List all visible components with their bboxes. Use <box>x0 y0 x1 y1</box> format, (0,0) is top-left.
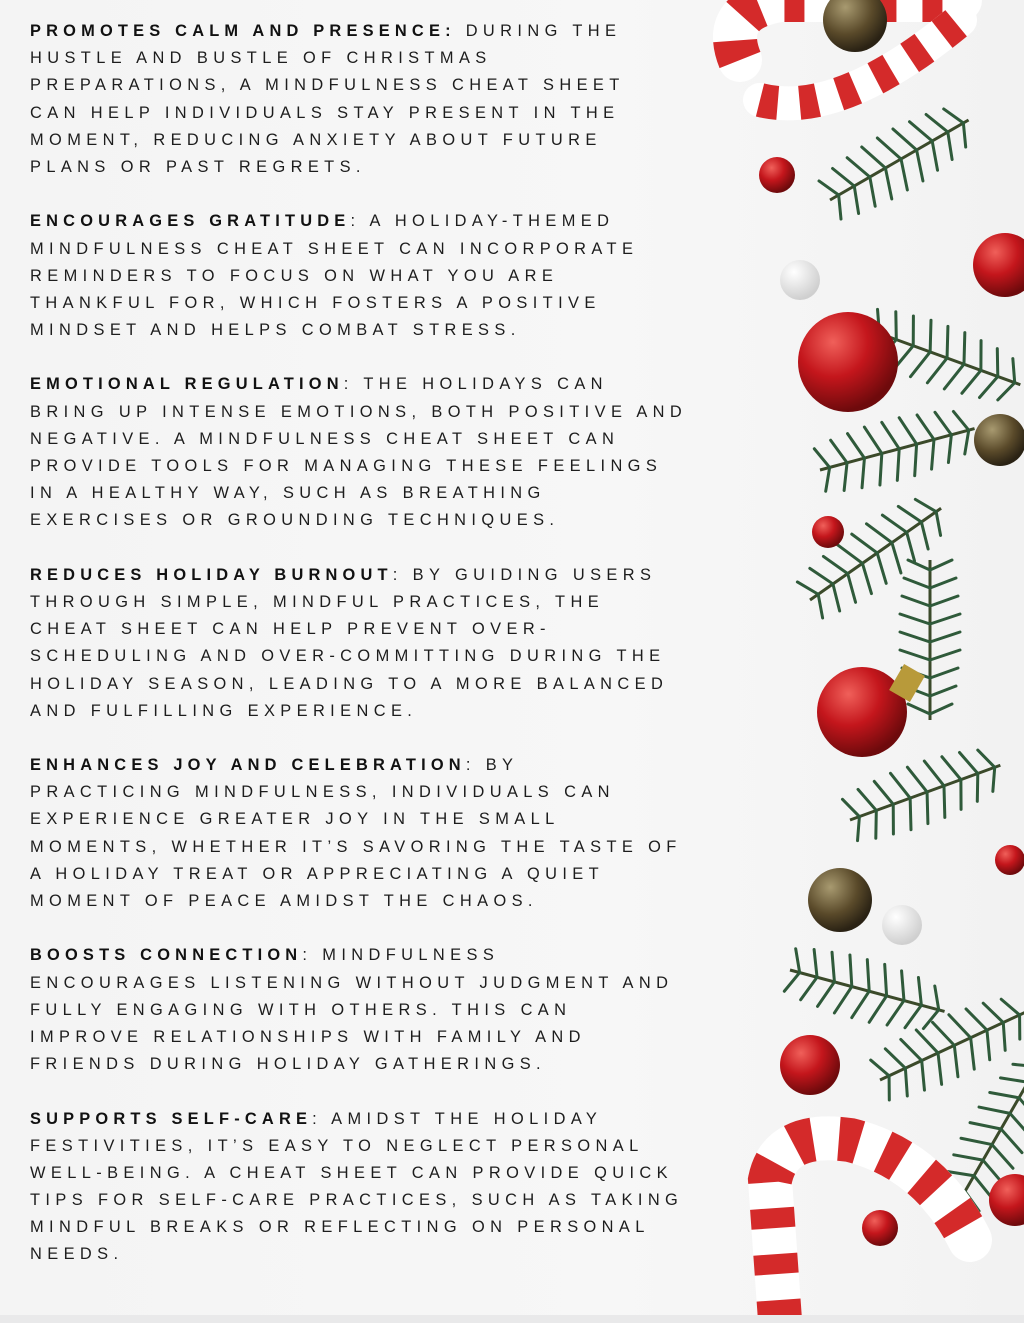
benefit-text: AND FULFILLING EXPERIENCE. <box>30 701 418 720</box>
paragraph-line <box>30 371 770 398</box>
paragraph-line <box>30 942 770 969</box>
benefit-paragraph <box>30 942 770 1078</box>
benefit-text: MOMENT, REDUCING ANXIETY ABOUT FUTURE <box>30 130 602 149</box>
benefit-text: : AMIDST THE HOLIDAY <box>312 1109 603 1128</box>
benefit-text: TIPS FOR SELF-CARE PRACTICES, SUCH AS TAKING <box>30 1191 684 1210</box>
benefit-heading: ENCOURAGES GRATITUDE <box>30 212 351 231</box>
benefit-paragraph <box>30 208 770 344</box>
benefit-text: FRIENDS DURING HOLIDAY GATHERINGS. <box>30 1055 547 1074</box>
benefit-text: MOMENT OF PEACE AMIDST THE CHAOS. <box>30 892 538 910</box>
benefit-text: FESTIVITIES, IT’S EASY TO NEGLECT PERSONAL <box>30 1136 644 1155</box>
benefit-heading: SUPPORTS SELF-CARE <box>30 1109 313 1128</box>
benefit-heading: ENHANCES JOY AND CELEBRATION <box>30 756 466 775</box>
benefit-text: THANKFUL FOR, WHICH FOSTERS A POSITIVE <box>30 293 601 312</box>
benefit-text: NEGATIVE. A MINDFULNESS CHEAT SHEET CAN <box>30 429 620 448</box>
benefit-text: : BY <box>465 756 519 775</box>
benefit-paragraph <box>30 371 770 534</box>
benefit-text: HUSTLE AND BUSTLE OF CHRISTMAS <box>30 49 492 68</box>
benefit-text: PLANS OR PAST REGRETS. <box>30 157 366 176</box>
benefit-paragraph <box>30 562 770 725</box>
benefit-paragraph <box>30 1106 770 1269</box>
benefit-text: ENCOURAGES LISTENING WITHOUT JUDGMENT AND <box>30 973 674 992</box>
benefit-text: NEEDS. <box>30 1245 124 1264</box>
benefit-text: FULLY ENGAGING WITH OTHERS. THIS CAN <box>30 1000 572 1019</box>
benefit-text: : THE HOLIDAYS CAN <box>343 375 608 394</box>
benefit-text: : MINDFULNESS <box>302 946 500 965</box>
benefit-text: : A HOLIDAY-THEMED <box>350 212 615 231</box>
benefit-text: PREPARATIONS, A MINDFULNESS CHEAT SHEET <box>30 76 625 95</box>
benefit-text: CAN HELP INDIVIDUALS STAY PRESENT IN THE <box>30 103 620 122</box>
benefit-text: EXPERIENCE GREATER JOY IN THE SMALL <box>30 810 560 829</box>
paragraph-line <box>30 562 770 589</box>
benefit-text: MINDFULNESS CHEAT SHEET CAN INCORPORATE <box>30 239 639 258</box>
benefit-text: DURING THE <box>455 22 622 40</box>
benefit-text: PRACTICING MINDFULNESS, INDIVIDUALS CAN <box>30 783 615 802</box>
benefit-text: WELL-BEING. A CHEAT SHEET CAN PROVIDE QUICK <box>30 1163 673 1182</box>
paragraph-line <box>30 1106 770 1133</box>
benefit-text: REMINDERS TO FOCUS ON WHAT YOU ARE <box>30 266 559 285</box>
cheat-sheet-benefits <box>30 18 770 1296</box>
benefit-text: IMPROVE RELATIONSHIPS WITH FAMILY AND <box>30 1027 586 1046</box>
benefit-text: MINDFUL BREAKS OR REFLECTING ON PERSONAL <box>30 1218 650 1237</box>
benefit-heading: BOOSTS CONNECTION <box>30 946 303 965</box>
benefit-text: THROUGH SIMPLE, MINDFUL PRACTICES, THE <box>30 592 605 611</box>
paragraph-line <box>30 752 770 779</box>
benefit-text: IN A HEALTHY WAY, SUCH AS BREATHING <box>30 484 546 503</box>
benefit-paragraph <box>30 752 770 915</box>
benefit-text: MOMENTS, WHETHER IT’S SAVORING THE TASTE OF <box>30 837 682 856</box>
benefit-text: BRING UP INTENSE EMOTIONS, BOTH POSITIVE AND <box>30 402 688 421</box>
benefit-text: HOLIDAY SEASON, LEADING TO A MORE BALANCED <box>30 674 669 693</box>
benefit-text: MINDSET AND HELPS COMBAT STRESS. <box>30 321 521 340</box>
paragraph-line <box>30 208 770 235</box>
benefit-text: PROVIDE TOOLS FOR MANAGING THESE FEELINGS <box>30 457 663 475</box>
benefit-text: EXERCISES OR GROUNDING TECHNIQUES. <box>30 511 560 530</box>
benefit-heading: EMOTIONAL REGULATION <box>30 375 344 394</box>
benefit-text: : BY GUIDING USERS <box>392 565 657 584</box>
benefit-text: SCHEDULING AND OVER-COMMITTING DURING THE <box>30 647 666 666</box>
benefit-heading: PROMOTES CALM AND PRESENCE: <box>30 22 456 40</box>
ornaments <box>759 0 1024 1246</box>
benefit-text: A HOLIDAY TREAT OR APPRECIATING A QUIET <box>30 864 605 883</box>
benefit-heading: REDUCES HOLIDAY BURNOUT <box>30 565 393 584</box>
benefit-text: CHEAT SHEET CAN HELP PREVENT OVER- <box>30 620 551 639</box>
paragraph-line <box>30 18 770 45</box>
benefit-paragraph <box>30 18 770 181</box>
